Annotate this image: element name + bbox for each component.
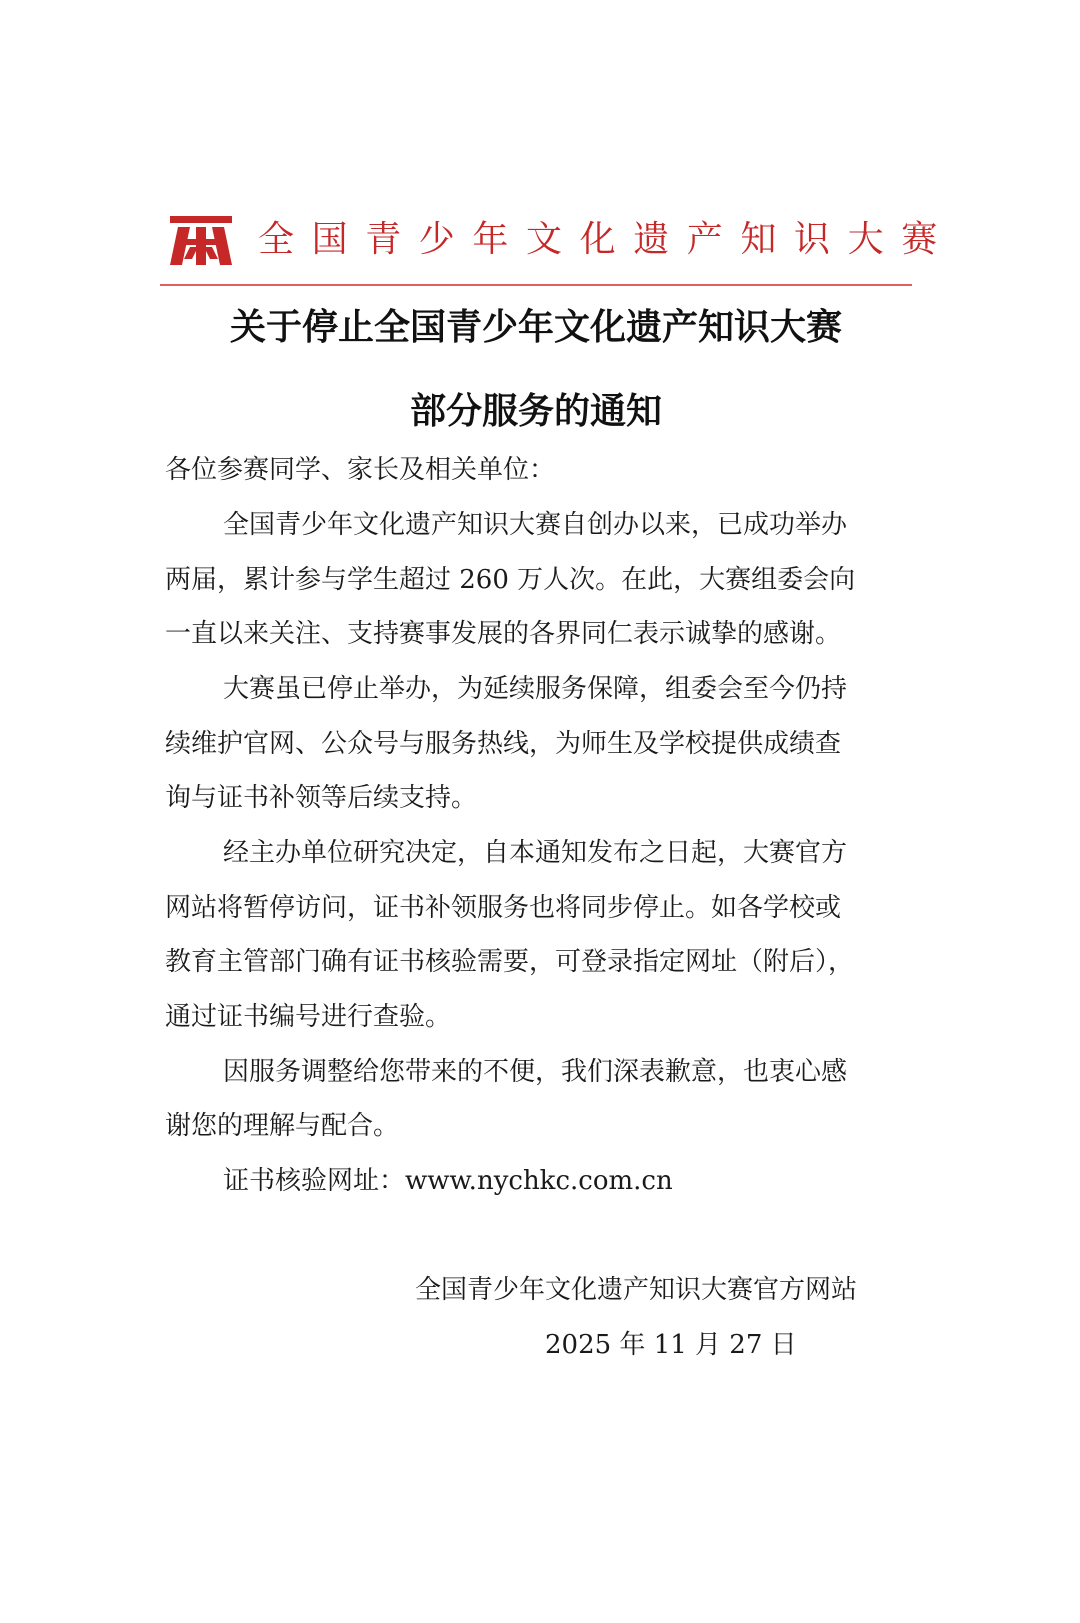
notice-title-line1: 关于停止全国青少年文化遗产知识大赛: [229, 307, 842, 348]
paragraph-line: 因服务调整给您带来的不便，我们深表歉意，也衷心感: [223, 1057, 848, 1087]
seal-logo-icon: [168, 213, 234, 267]
issuer-signature: 全国青少年文化遗产知识大赛官方网站: [415, 1275, 858, 1305]
verify-url-line: 证书核验网址：www.nychkc.com.cn: [223, 1166, 673, 1196]
paragraph-line: 两届，累计参与学生超过 260 万人次。在此，大赛组委会向: [165, 565, 856, 595]
paragraph-line: 通过证书编号进行查验。: [165, 1002, 452, 1032]
paragraph-line: 全国青少年文化遗产知识大赛自创办以来，已成功举办: [223, 510, 848, 540]
paragraph-line: 谢您的理解与配合。: [165, 1111, 400, 1141]
org-name: 全国青少年文化遗产知识大赛: [258, 219, 955, 260]
header-divider: [160, 284, 912, 286]
paragraph-line: 经主办单位研究决定，自本通知发布之日起，大赛官方: [223, 838, 848, 868]
paragraph-line: 教育主管部门确有证书核验需要，可登录指定网址（附后），: [165, 947, 855, 977]
issue-date: 2025 年 11 月 27 日: [545, 1330, 797, 1360]
letterhead: [160, 205, 955, 275]
paragraph-line: 一直以来关注、支持赛事发展的各界同仁表示诚挚的感谢。: [165, 619, 842, 649]
notice-title-line2: 部分服务的通知: [409, 391, 662, 432]
paragraph-line: 网站将暂停访问，证书补领服务也将同步停止。如各学校或: [165, 893, 842, 923]
paragraph-line: 大赛虽已停止举办，为延续服务保障，组委会至今仍持: [223, 674, 848, 704]
paragraph-line: 询与证书补领等后续支持。: [165, 783, 478, 813]
salutation: 各位参赛同学、家长及相关单位：: [165, 455, 556, 485]
paragraph-line: 续维护官网、公众号与服务热线，为师生及学校提供成绩查: [165, 729, 842, 759]
